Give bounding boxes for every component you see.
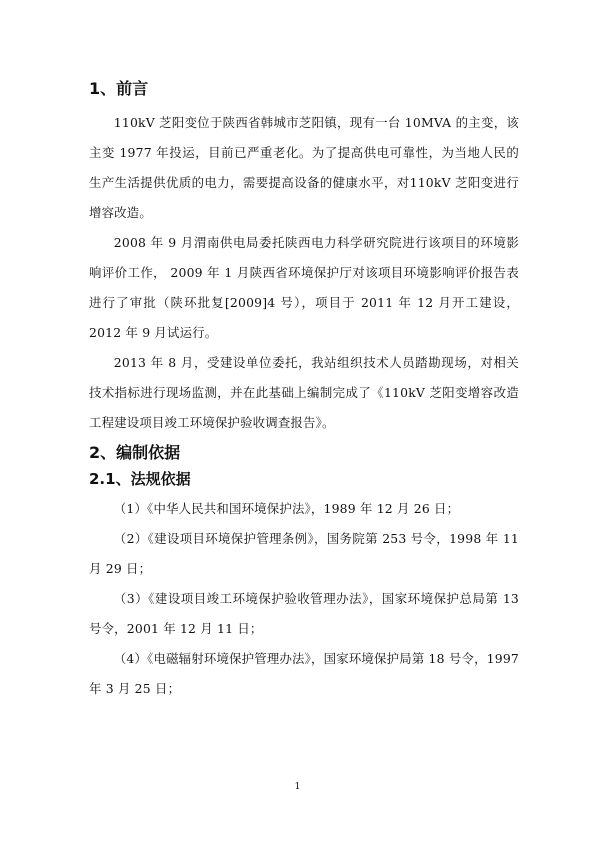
law-item: （3）《建设项目竣工环境保护验收管理办法》，国家环境保护总局第 13 号令，2001 年 12 月 11 日； [89,591,519,636]
intro-paragraph: 2013 年 8 月，受建设单位委托，我站组织技术人员踏勘现场，对相关技术指标进行现场监测，并在此基础上编制完成了《110kV 芝阳变增容改造工程建设项目竣工环境保护验收调查报告》。 [89,355,519,430]
section-heading-basis: 2、编制依据 [89,443,181,462]
section-heading-intro: 1、前言 [89,79,149,98]
page-number: 1 [294,782,301,792]
law-item: （1）《中华人民共和国环境保护法》，1989 年 12 月 26 日； [113,501,460,516]
intro-paragraph: 2008 年 9 月渭南供电局委托陕西电力科学研究院进行该项目的环境影响评价工作， 2009 年 1 月陕西省环境保护厅对该项目环境影响评价报告表进行了审批（陕环批复[2009]4 号），项目于 2011 年 12 月开工建设，2012 年 9 月试运行。 [89,235,519,340]
intro-paragraph: 110kV 芝阳变位于陕西省韩城市芝阳镇，现有一台 10MVA 的主变，该主变 1977 年投运，目前已严重老化。为了提高供电可靠性，为当地人民的生产生活提供优质的电力，需要提高设备的健康水平，对110kV 芝阳变进行增容改造。 [89,115,519,220]
law-item: （4）《电磁辐射环境保护管理办法》，国家环境保护局第 18 号令，1997 年 3 月 25 日； [89,651,519,696]
law-item: （2）《建设项目环境保护管理条例》，国务院第 253 号令，1998 年 11 月 29 日； [89,531,519,576]
page-content [89,78,519,704]
subsection-heading-laws: 2.1、法规依据 [89,470,191,488]
